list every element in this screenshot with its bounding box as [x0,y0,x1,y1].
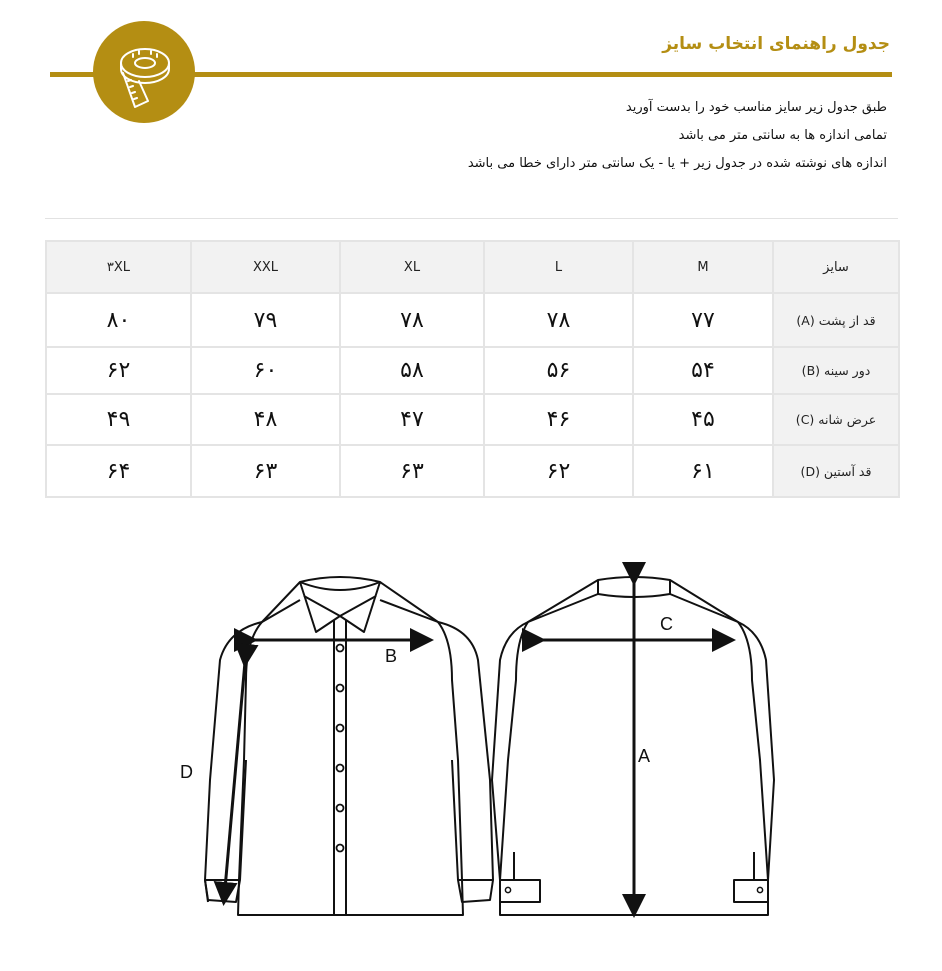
table-cell: ۷۹ [191,293,340,347]
sleeve-label: D [180,762,193,782]
cuff-button [757,887,762,892]
size-notes [468,94,887,178]
table-row [46,347,899,394]
note-line: تمامی اندازه ها به سانتی متر می باشد [678,128,887,143]
table-cell: ۵۴ [633,347,773,394]
table-row [46,445,899,497]
section-divider [45,218,898,219]
row-label: عرض شانه (C) [773,394,899,445]
table-row [46,293,899,347]
table-cell: ۸۰ [46,293,191,347]
front-buttons [337,645,344,852]
table-cell: ۶۲ [484,445,633,497]
table-cell: ۷۸ [484,293,633,347]
chest-label: B [385,646,398,666]
size-header-label: سایز [773,241,899,293]
table-cell: ۴۶ [484,394,633,445]
table-cell: ۴۷ [340,394,484,445]
table-cell: ۶۴ [46,445,191,497]
table-cell: ۷۷ [633,293,773,347]
table-cell: ۷۸ [340,293,484,347]
size-header-cell: M [633,241,773,293]
table-cell: ۴۵ [633,394,773,445]
shirt-measurement-diagram [0,560,942,940]
table-header-row [46,241,899,293]
table-cell: ۶۳ [191,445,340,497]
note-line: اندازه های نوشته شده در جدول زیر + یا - یک سانتی متر دارای خطا می باشد [467,156,887,171]
row-label: دور سینه (B) [773,347,899,394]
note-line: طبق جدول زیر سایز مناسب خود را بدست آورید [625,100,887,115]
measuring-tape-badge [93,21,195,123]
size-header-cell: XXL [191,241,340,293]
size-header-cell: ۳XL [46,241,191,293]
table-cell: ۶۳ [340,445,484,497]
row-label: قد آستین (D) [773,445,899,497]
table-cell: ۵۸ [340,347,484,394]
length-label: A [638,746,651,766]
table-cell: ۶۲ [46,347,191,394]
front-shirt-outline [205,577,493,915]
table-cell: ۵۶ [484,347,633,394]
table-cell: ۶۱ [633,445,773,497]
table-cell: ۴۹ [46,394,191,445]
size-table [45,240,900,498]
size-header-cell: XL [340,241,484,293]
row-label: قد از پشت (A) [773,293,899,347]
table-cell: ۴۸ [191,394,340,445]
cuff-button [505,887,510,892]
table-cell: ۶۰ [191,347,340,394]
sleeve-arrow [224,662,245,900]
page-title: جدول راهنمای انتخاب سایز [662,34,890,54]
table-row [46,394,899,445]
shoulder-label: C [660,614,673,634]
measuring-tape-icon [93,21,195,123]
size-header-cell: L [484,241,633,293]
